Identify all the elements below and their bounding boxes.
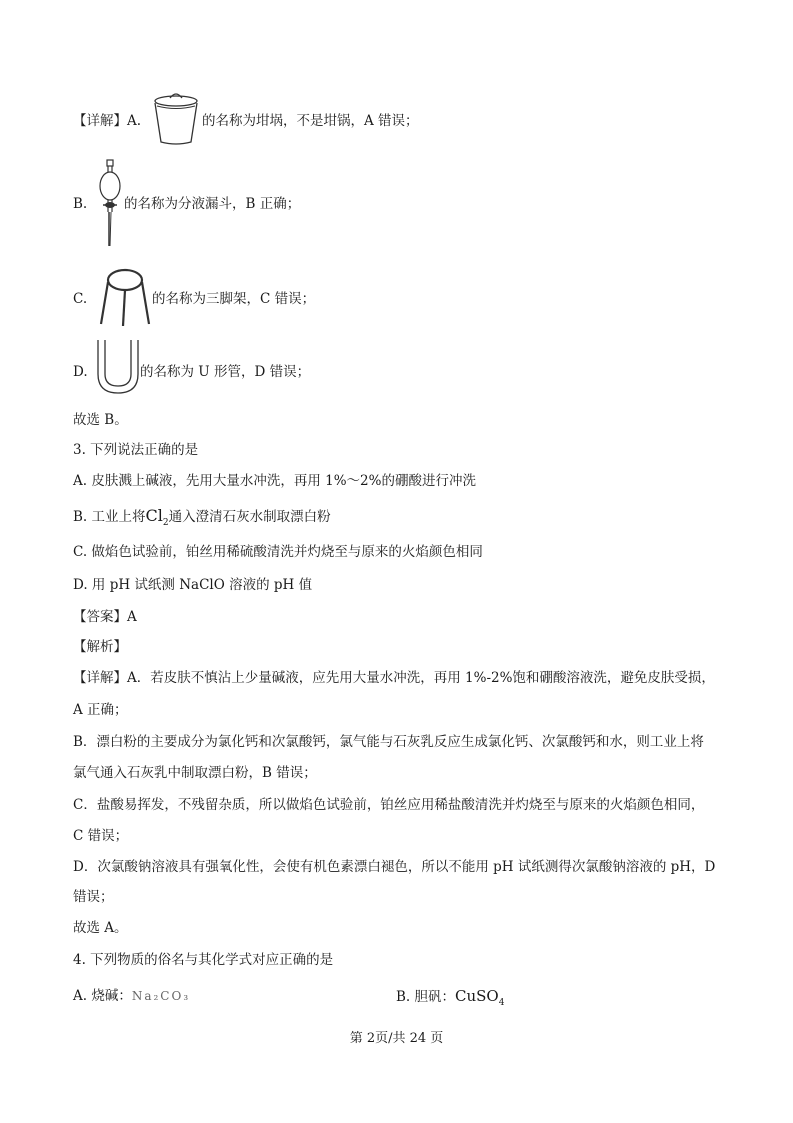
u-tube-figure (94, 338, 144, 396)
q3-conclusion: 故选 A。 (73, 920, 128, 936)
cl2-sub: 2 (162, 518, 169, 529)
q3-stem: 3. 下列说法正确的是 (73, 442, 199, 458)
q3-explain-b-1: B．漂白粉的主要成分为氯化钙和次氯酸钙，氯气能与石灰乳反应生成氯化钙、次氯酸钙和水，则工业上将 (73, 734, 704, 750)
crucible-figure (150, 90, 202, 146)
q2-detail-b-text: 的名称为分液漏斗，B 正确； (124, 196, 301, 212)
q4-option-b-label: B. 胆矾： (396, 989, 456, 1005)
tripod-figure (97, 266, 153, 328)
q3-option-a: A. 皮肤溅上碱液，先用大量水冲洗，再用 1%～2%的硼酸进行冲洗 (73, 473, 476, 489)
q4-option-a-label: A. 烧碱： (73, 988, 132, 1004)
q3-option-b-before: B. 工业上将 (73, 509, 146, 525)
q4-stem: 4. 下列物质的俗名与其化学式对应正确的是 (73, 952, 334, 968)
q2-detail-d-text: 的名称为 U 形管，D 错误； (140, 364, 311, 380)
cuso4-formula (455, 987, 505, 1008)
cuso4-sub: 4 (498, 998, 505, 1008)
q2-detail-d-prefix: D. (73, 364, 88, 380)
q2-detail-b-prefix: B. (73, 196, 88, 212)
cl2-formula (145, 506, 169, 529)
q3-option-b-after: 通入澄清石灰水制取漂白粉 (168, 509, 331, 525)
q3-explain-d-1: D．次氯酸钠溶液具有强氧化性，会使有机色素漂白褪色，所以不能用 pH 试纸测得次氯酸钠溶液的 pH，D (73, 859, 716, 875)
q3-option-c: C. 做焰色试验前，铂丝用稀硫酸清洗并灼烧至与原来的火焰颜色相同 (73, 544, 483, 560)
cl2-main: Cl (145, 506, 163, 525)
cuso4-main: CuSO (455, 987, 499, 1005)
na2co3-formula: Na₂CO₃ (131, 989, 191, 1003)
q3-option-b (73, 507, 331, 532)
q3-analysis-title: 【解析】 (73, 639, 127, 655)
separatory-funnel-figure (96, 158, 126, 250)
q2-detail-c-text: 的名称为三脚架，C 错误； (152, 291, 316, 307)
q3-explain-a-1: 【详解】A．若皮肤不慎沾上少量碱液，应先用大量水冲洗，再用 1%-2%饱和硼酸溶液洗，避免皮肤受损， (73, 670, 715, 686)
q2-detail-a (73, 112, 141, 130)
q3-answer: 【答案】A (73, 609, 137, 625)
page-footer: 第 2页/共 24 页 (349, 1031, 444, 1046)
q3-explain-b-2: 氯气通入石灰乳中制取漂白粉，B 错误； (73, 765, 317, 781)
q4-option-b (396, 987, 504, 1012)
q2-detail-a-text: 的名称为坩埚，不是坩锅，A 错误； (202, 113, 419, 129)
q3-explain-a-2: A 正确； (73, 702, 128, 718)
q2-conclusion: 故选 B。 (73, 412, 128, 428)
q4-option-a (73, 987, 190, 1005)
q3-option-d: D. 用 pH 试纸测 NaClO 溶液的 pH 值 (73, 577, 313, 593)
q3-explain-c-2: C 错误； (73, 828, 129, 844)
q3-explain-d-2: 错误； (73, 889, 114, 905)
q2-detail-a-prefix: 【详解】A. (73, 113, 142, 129)
q2-detail-c-prefix: C. (73, 291, 88, 307)
q3-explain-c-1: C．盐酸易挥发，不残留杂质，所以做焰色试验前，铂丝应用稀盐酸清洗并灼烧至与原来的火焰颜色相同， (73, 797, 705, 813)
